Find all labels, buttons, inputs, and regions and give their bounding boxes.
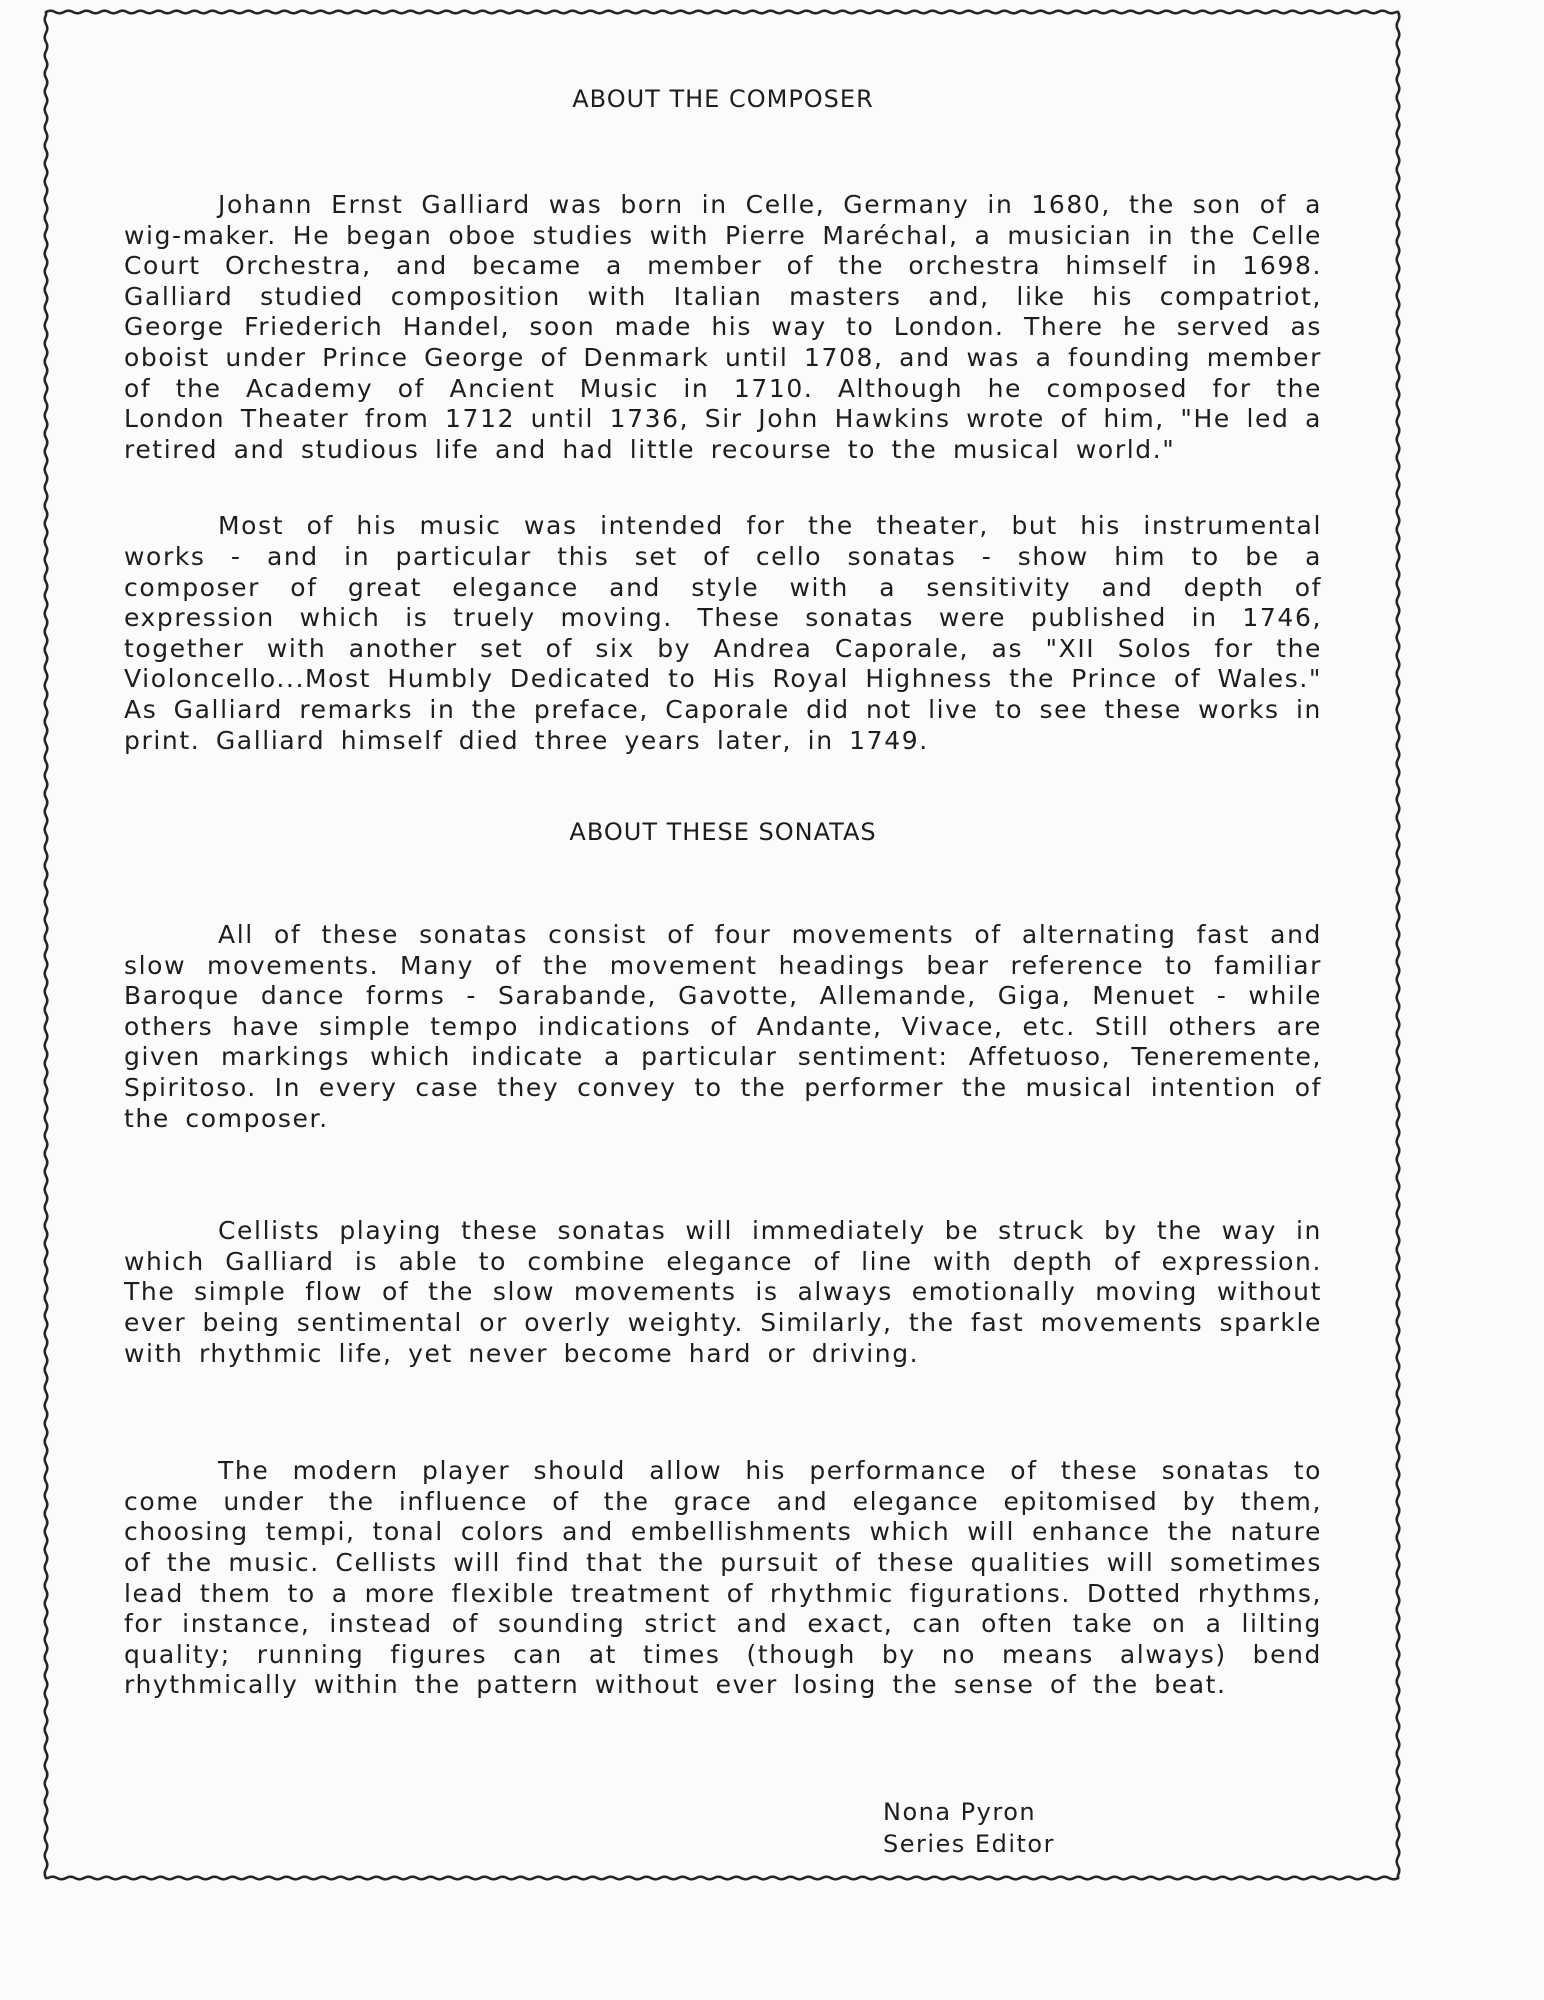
- border-top-edge: [46, 11, 1398, 14]
- about-sonatas-heading: ABOUT THESE SONATAS: [569, 818, 877, 847]
- border-bottom-edge: [46, 1877, 1398, 1880]
- about-composer-heading: ABOUT THE COMPOSER: [572, 85, 874, 113]
- signature-block: [883, 1796, 1055, 1860]
- composer-paragraph-1: Johann Ernst Galliard was born in Celle, Germany in 1680, the son of a wig-maker. He began oboe studies with Pierre Maréchal, a musician in the Celle Court Orchestra, and became a member of the orchestra himself in 1698. Galliard studied composition with Italian masters and, like his compatriot, George Friederich Handel, soon made his way to London. There he served as oboist under Prince George of Denmark until 1708, and was a founding member of the Academy of Ancient Music in 1710. Although he composed for the London Theater from 1712 until 1736, Sir John Hawkins wrote of him, "He led a retired and studious life and had little recourse to the musical world.": [124, 190, 1322, 464]
- composer-paragraph-2: Most of his music was intended for the theater, but his instrumental works - and in particular this set of cello sonatas - show him to be a composer of great elegance and style with a sensitivity and depth of expression which is truely moving. These sonatas were published in 1746, together with another set of six by Andrea Caporale, as "XII Solos for the Violoncello...Most Humbly Dedicated to His Royal Highness the Prince of Wales." As Galliard remarks in the preface, Caporale did not live to see these works in print. Galliard himself died three years later, in 1749.: [124, 511, 1322, 755]
- signature-name: Nona Pyron: [883, 1798, 1037, 1826]
- document-body: [124, 76, 1322, 1701]
- signature-title: Series Editor: [883, 1830, 1055, 1858]
- border-left-edge: [45, 12, 48, 1878]
- sonatas-paragraph-3: The modern player should allow his performance of these sonatas to come under the influence of the grace and elegance epitomised by them, choosing tempi, tonal colors and embellishments which will enhance the nature of the music. Cellists will find that the pursuit of these qualities will sometimes lead them to a more flexible treatment of rhythmic figurations. Dotted rhythms, for instance, instead of sounding strict and exact, can often take on a lilting quality; running figures can at times (though by no means always) bend rhythmically within the pattern without ever losing the sense of the beat.: [124, 1456, 1322, 1700]
- sonatas-paragraph-1: All of these sonatas consist of four movements of alternating fast and slow movements. Many of the movement headings bear reference to familiar Baroque dance forms - Sarabande, Gavotte, Allemande, Giga, Menuet - while others have simple tempo indications of Andante, Vivace, etc. Still others are given markings which indicate a particular sentiment: Affetuoso, Teneremente, Spiritoso. In every case they convey to the performer the musical intention of the composer.: [124, 920, 1322, 1133]
- sonatas-paragraph-2: Cellists playing these sonatas will immediately be struck by the way in which Galliard is able to combine elegance of line with depth of expression. The simple flow of the slow movements is always emotionally moving without ever being sentimental or overly weighty. Similarly, the fast movements sparkle with rhythmic life, yet never become hard or driving.: [124, 1216, 1322, 1368]
- border-right-edge: [1397, 12, 1400, 1878]
